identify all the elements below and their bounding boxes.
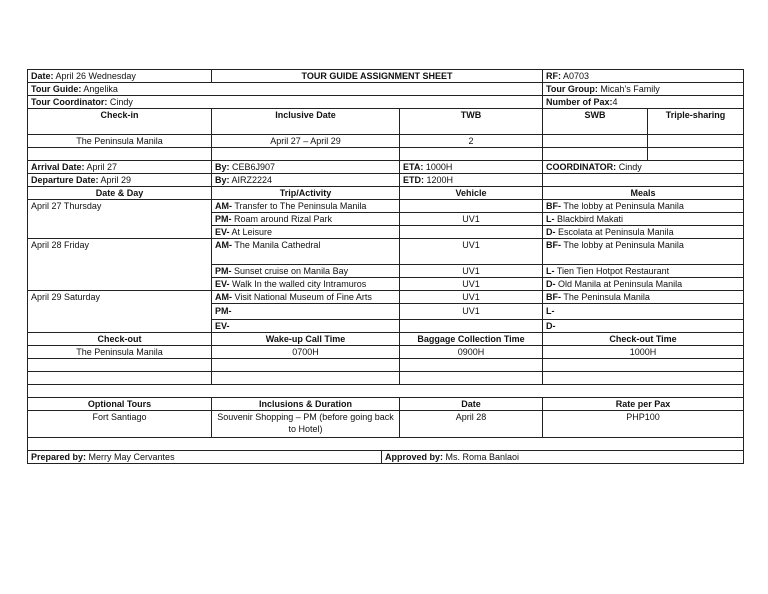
signature-row <box>28 451 744 464</box>
tour-guide-cell: Tour Guide: Angelika <box>28 83 543 96</box>
pax-cell: Number of Pax:4 <box>543 96 744 109</box>
checkin-hotel: The Peninsula Manila <box>28 135 212 148</box>
vehicle-cell <box>400 226 543 239</box>
meal-cell: D- Escolata at Peninsula Manila <box>543 226 744 239</box>
vehicle-cell <box>400 200 543 213</box>
vehicle-cell: UV1 <box>400 265 543 278</box>
checkout-hotel: The Peninsula Manila <box>28 346 212 359</box>
checkout-heading: Check-out <box>28 333 212 346</box>
optional-date: April 28 <box>400 411 543 438</box>
blank-row <box>28 372 744 385</box>
optional-header-row <box>28 398 744 411</box>
vehicle-heading: Vehicle <box>400 187 543 200</box>
activity-cell: AM- Transfer to The Peninsula Manila <box>212 200 400 213</box>
checkin-row <box>28 135 744 148</box>
inclusive-dates: April 27 – April 29 <box>212 135 400 148</box>
meals-heading: Meals <box>543 187 744 200</box>
tour-group-cell: Tour Group: Micah’s Family <box>543 83 744 96</box>
departure-cell: Departure Date: April 29 <box>28 174 212 187</box>
optional-tours-heading: Optional Tours <box>28 398 212 411</box>
activity-cell: EV- <box>212 320 400 333</box>
eta-cell: ETA: 1000H <box>400 161 543 174</box>
day3-date: April 29 Saturday <box>28 291 212 333</box>
twb-heading: TWB <box>400 109 543 135</box>
swb-heading: SWB <box>543 109 648 135</box>
signature-table <box>27 450 744 464</box>
meal-cell: D- <box>543 320 744 333</box>
date-cell: Date: April 26 Wednesday <box>28 70 212 83</box>
triple-sharing-heading: Triple-sharing <box>648 109 744 135</box>
etd-cell: ETD: 1200H <box>400 174 543 187</box>
header-row-1 <box>28 70 744 83</box>
tour-coordinator-cell: Tour Coordinator: Cindy <box>28 96 543 109</box>
activity-cell: PM- <box>212 304 400 320</box>
arrival-flight-cell: By: CEB6J907 <box>212 161 400 174</box>
checkout-row <box>28 346 744 359</box>
activity-cell: PM- Sunset cruise on Manila Bay <box>212 265 400 278</box>
optional-date-heading: Date <box>400 398 543 411</box>
sheet-title: TOUR GUIDE ASSIGNMENT SHEET <box>212 70 543 83</box>
meal-cell: L- <box>543 304 744 320</box>
checkout-header-row <box>28 333 744 346</box>
checkin-heading: Check-in <box>28 109 212 135</box>
wakeup-time: 0700H <box>212 346 400 359</box>
triple-value <box>648 135 744 148</box>
activity-cell: EV- Walk In the walled city Intramuros <box>212 278 400 291</box>
activity-cell: AM- The Manila Cathedral <box>212 239 400 265</box>
optional-row <box>28 411 744 438</box>
meal-cell: BF- The lobby at Peninsula Manila <box>543 200 744 213</box>
vehicle-cell: UV1 <box>400 213 543 226</box>
departure-row <box>28 174 744 187</box>
activity-cell: AM- Visit National Museum of Fine Arts <box>212 291 400 304</box>
activity-cell: EV- At Leisure <box>212 226 400 239</box>
checkout-time: 1000H <box>543 346 744 359</box>
vehicle-cell: UV1 <box>400 291 543 304</box>
blank-row <box>28 385 744 398</box>
checkin-header-row <box>28 109 744 135</box>
optional-inclusions: Souvenir Shopping – PM (before going back to Hotel) <box>212 411 400 438</box>
inclusions-heading: Inclusions & Duration <box>212 398 400 411</box>
wakeup-heading: Wake-up Call Time <box>212 333 400 346</box>
day1-am-row <box>28 200 744 213</box>
vehicle-cell: UV1 <box>400 239 543 265</box>
meal-cell: L- Tien Tien Hotpot Restaurant <box>543 265 744 278</box>
rf-cell: RF: A0703 <box>543 70 744 83</box>
header-row-2 <box>28 83 744 96</box>
day2-date: April 28 Friday <box>28 239 212 291</box>
rate-heading: Rate per Pax <box>543 398 744 411</box>
departure-flight-cell: By: AIRZ2224 <box>212 174 400 187</box>
meal-cell: D- Old Manila at Peninsula Manila <box>543 278 744 291</box>
approved-by-cell: Approved by: Ms. Roma Banlaoi <box>382 451 744 464</box>
meal-cell: BF- The lobby at Peninsula Manila <box>543 239 744 265</box>
activity-cell: PM- Roam around Rizal Park <box>212 213 400 226</box>
blank-row <box>28 148 744 161</box>
optional-rate: PHP100 <box>543 411 744 438</box>
baggage-heading: Baggage Collection Time <box>400 333 543 346</box>
vehicle-cell: UV1 <box>400 278 543 291</box>
vehicle-cell: UV1 <box>400 304 543 320</box>
header-row-3 <box>28 96 744 109</box>
inclusive-date-heading: Inclusive Date <box>212 109 400 135</box>
swb-value <box>543 135 648 148</box>
prepared-by-cell: Prepared by: Merry May Cervantes <box>28 451 382 464</box>
itinerary-header-row <box>28 187 744 200</box>
blank-row <box>28 359 744 372</box>
day1-date: April 27 Thursday <box>28 200 212 239</box>
meal-cell: L- Blackbird Makati <box>543 213 744 226</box>
blank-row <box>28 438 744 451</box>
checkout-time-heading: Check-out Time <box>543 333 744 346</box>
trip-activity-heading: Trip/Activity <box>212 187 400 200</box>
meal-cell: BF- The Peninsula Manila <box>543 291 744 304</box>
day2-am-row <box>28 239 744 265</box>
arrival-row <box>28 161 744 174</box>
coordinator-cell: COORDINATOR: Cindy <box>543 161 744 174</box>
arrival-cell: Arrival Date: April 27 <box>28 161 212 174</box>
baggage-time: 0900H <box>400 346 543 359</box>
day3-am-row <box>28 291 744 304</box>
main-table <box>27 69 744 451</box>
assignment-sheet <box>27 69 743 464</box>
twb-value: 2 <box>400 135 543 148</box>
date-day-heading: Date & Day <box>28 187 212 200</box>
vehicle-cell <box>400 320 543 333</box>
optional-tour-name: Fort Santiago <box>28 411 212 438</box>
